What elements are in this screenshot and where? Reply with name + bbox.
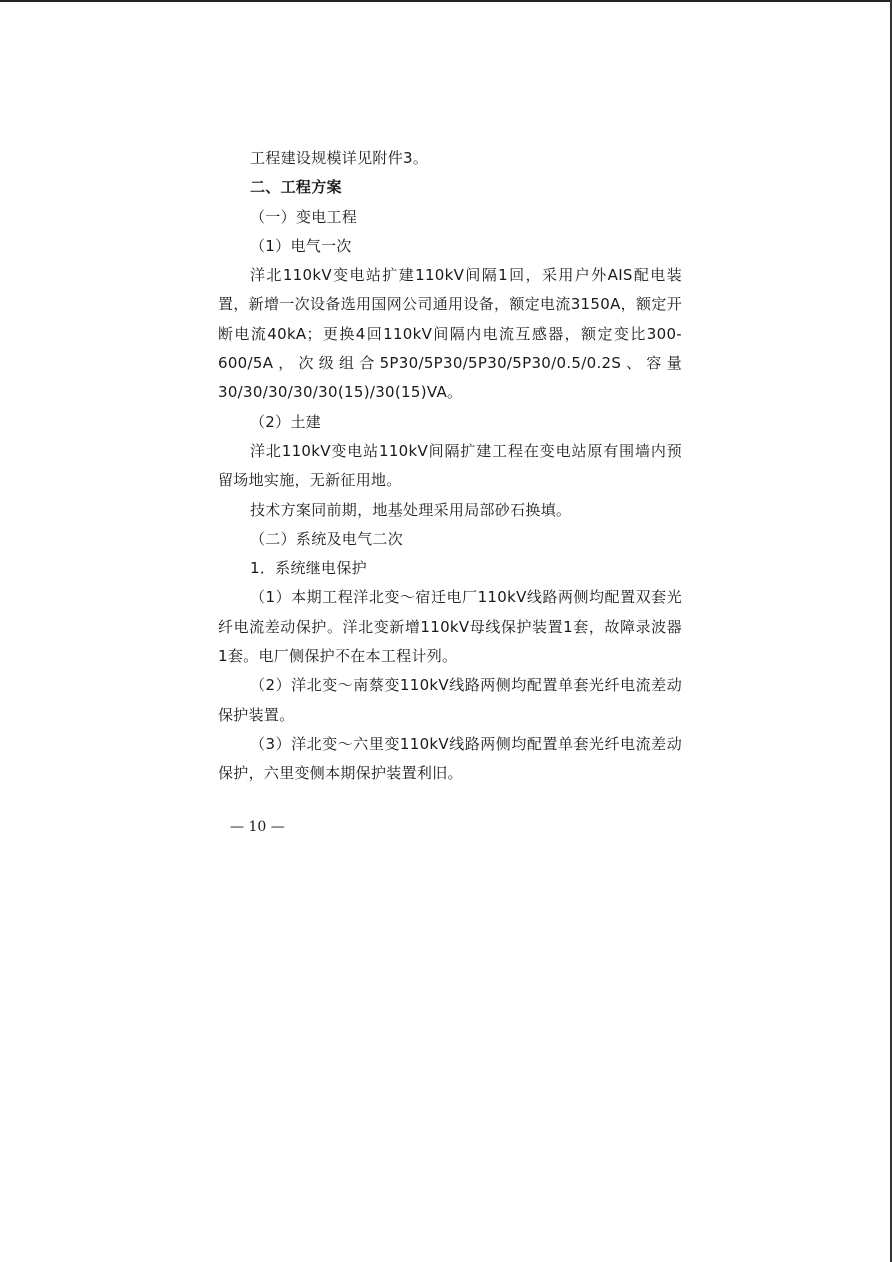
section-heading-engineering-plan: 二、工程方案 [250, 178, 342, 197]
item-heading-primary-electrical: （1）电气一次 [250, 236, 352, 255]
paragraph-protection-3: （3）洋北变～六里变110kV线路两侧均配置单套光纤电流差动保护，六里变侧本期保护装置利旧。 [218, 734, 682, 783]
paragraph-civil-works: 洋北110kV变电站110kV间隔扩建工程在变电站原有围墙内预留场地实施，无新征用地。 [218, 441, 682, 490]
paragraph-foundation: 技术方案同前期，地基处理采用局部砂石换填。 [250, 500, 572, 519]
subsection-heading-secondary: （二）系统及电气二次 [250, 529, 404, 548]
item-heading-relay-protection: 1．系统继电保护 [250, 559, 367, 578]
subsection-heading-substation: （一）变电工程 [250, 207, 358, 226]
paragraph-protection-1: （1）本期工程洋北变～宿迁电厂110kV线路两侧均配置双套光纤电流差动保护。洋北变新增110kV母线保护装置1套，故障录波器1套。电厂侧保护不在本工程计列。 [218, 588, 682, 666]
paragraph-scale-reference: 工程建设规模详见附件3。 [250, 149, 429, 167]
document-body [218, 144, 682, 789]
paragraph-primary-electrical: 洋北110kV变电站扩建110kV间隔1回，采用户外AIS配电装置，新增一次设备选用国网公司通用设备，额定电流3150A，额定开断电流40kA；更换4回110kV间隔内电流互感器，额定变比300-600/5A，次级组合5P30/5P30/5P30/5P30/0.5/0.2S、容量30/30/30/30/30(15)/30(15)VA。 [218, 266, 682, 402]
page-number: — 10 — [230, 819, 285, 835]
paragraph-protection-2: （2）洋北变～南蔡变110kV线路两侧均配置单套光纤电流差动保护装置。 [218, 676, 682, 724]
item-heading-civil-works: （2）土建 [250, 412, 322, 431]
page-top-border [0, 0, 892, 2]
